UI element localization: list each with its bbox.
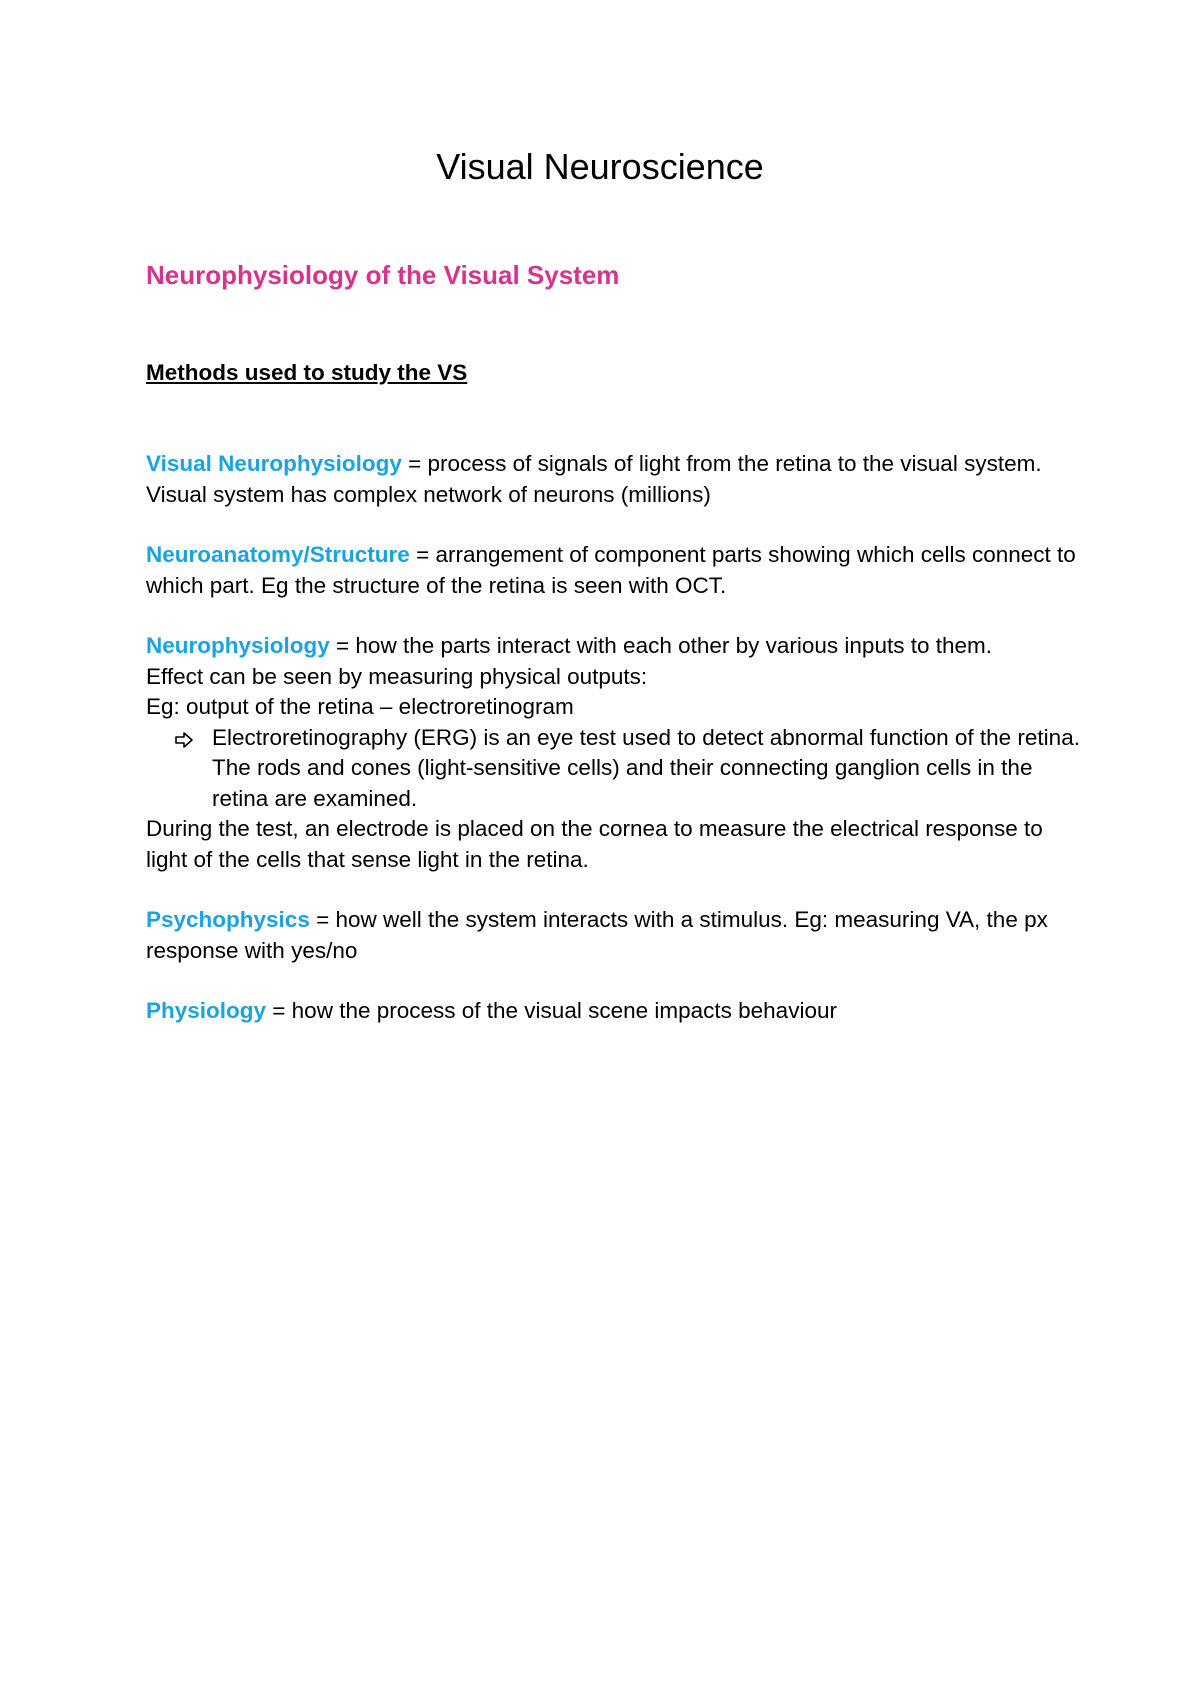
definition: = how the process of the visual scene impacts behaviour	[266, 998, 837, 1023]
definition: = process of signals of light from the retina to the visual system. Visual system has complex network of neurons (millions)	[146, 451, 1042, 507]
erg-test-description: During the test, an electrode is placed on the cornea to measure the electrical response to light of the cells that sense light in the retina.	[146, 816, 1043, 872]
term: Neuroanatomy/Structure	[146, 542, 410, 567]
erg-bullet-text: Electroretinography (ERG) is an eye test used to detect abnormal function of the retina. The rods and cones (light-sensitive cells) and their connecting ganglion cells in the retina are examined.	[212, 724, 1080, 811]
entry-psychophysics	[146, 905, 1086, 966]
definition: = how the parts interact with each other by various inputs to them.	[329, 633, 993, 658]
entry-physiology	[146, 996, 1086, 1027]
document-title: Visual Neuroscience	[436, 146, 764, 187]
erg-bullet	[146, 723, 1086, 815]
neurophysiology-line-3: Eg: output of the retina – electroretinogram	[146, 694, 574, 719]
definition: = how well the system interacts with a stimulus. Eg: measuring VA, the px response with yes/no	[146, 907, 1048, 963]
term: Psychophysics	[146, 907, 310, 932]
definition: = arrangement of component parts showing which cells connect to which part. Eg the structure of the retina is seen with OCT.	[146, 542, 1076, 598]
document-body	[146, 258, 1086, 1027]
arrow-right-outline-icon	[174, 728, 194, 748]
term: Visual Neurophysiology	[146, 451, 402, 476]
entry-neurophysiology	[146, 631, 1086, 662]
subheading: Methods used to study the VS	[146, 360, 468, 385]
term: Neurophysiology	[146, 633, 330, 658]
entry-neuroanatomy	[146, 540, 1086, 601]
neurophysiology-line-2: Effect can be seen by measuring physical outputs:	[146, 663, 648, 689]
section-heading: Neurophysiology of the Visual System	[146, 260, 620, 290]
entry-visual-neurophysiology	[146, 449, 1086, 510]
term: Physiology	[146, 998, 267, 1023]
